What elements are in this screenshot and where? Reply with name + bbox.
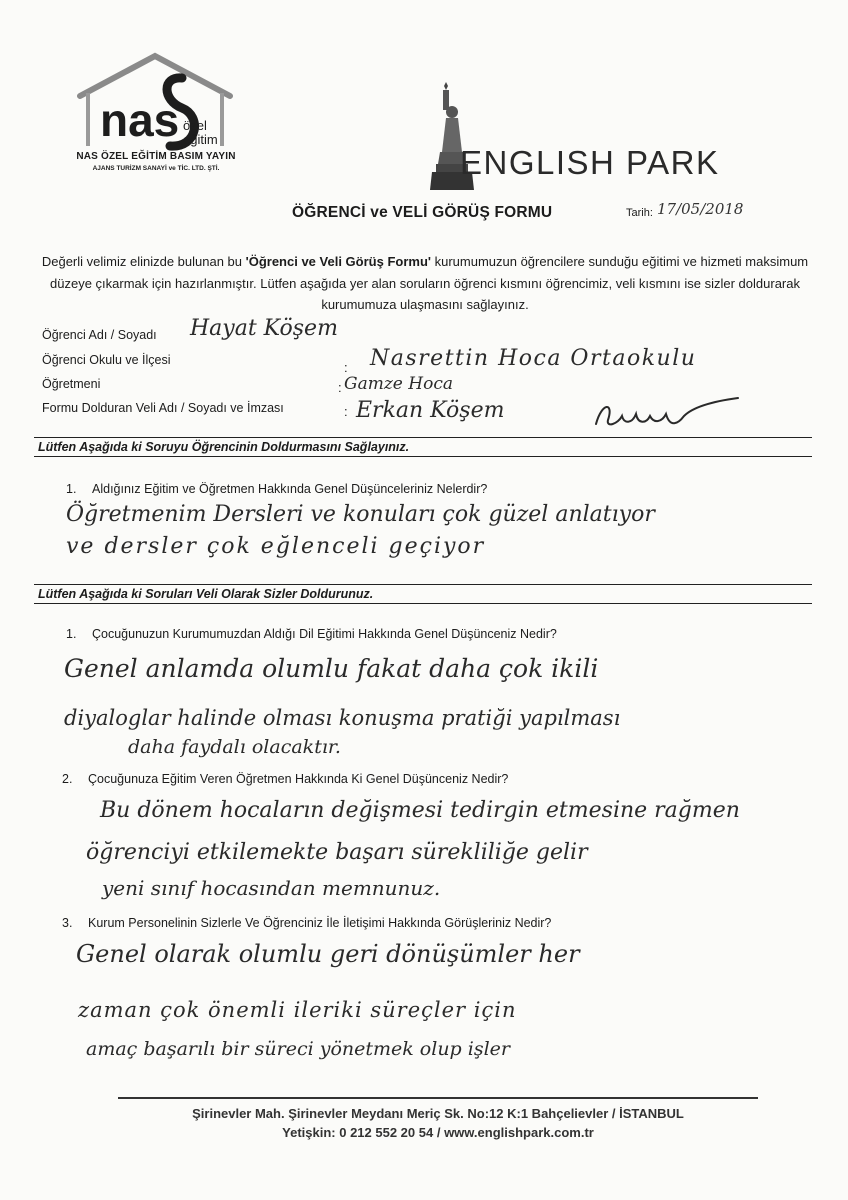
parent-answer-1-line: Genel anlamda olumlu fakat daha çok ikili: [64, 654, 599, 683]
intro-form-name: 'Öğrenci ve Veli Görüş Formu': [245, 254, 431, 269]
nas-logo-ozel: özel: [183, 118, 207, 133]
parent-answer-1-line: diyaloglar halinde olması konuşma pratiği yapılması: [64, 706, 621, 730]
student-section-heading: Lütfen Aşağıda ki Soruyu Öğrencinin Doldurmasını Sağlayınız.: [38, 440, 410, 454]
intro-paragraph: [40, 251, 810, 316]
student-school-value: Nasrettin Hoca Ortaokulu: [370, 346, 697, 371]
parent-question-2-number: 2.: [62, 772, 73, 786]
parent-signature: [592, 394, 742, 443]
teacher-value: Gamze Hoca: [344, 374, 453, 394]
parent-name-value: Erkan Köşem: [356, 398, 505, 423]
parent-question-1-text: Çocuğunuzun Kurumumuzdan Aldığı Dil Eğitimi Hakkında Genel Düşünceniz Nedir?: [92, 627, 557, 641]
nas-logo-egitim: eğitim: [183, 132, 218, 147]
parent-answer-3-line: zaman çok önemli ileriki süreçler için: [78, 998, 517, 1022]
footer-divider: [118, 1097, 758, 1099]
parent-question-3-number: 3.: [62, 916, 73, 930]
parent-answer-2-line: yeni sınıf hocasından memnunuz.: [102, 876, 441, 900]
footer-address: Şirinevler Mah. Şirinevler Meydanı Meriç Sk. No:12 K:1 Bahçelievler / İSTANBUL: [192, 1106, 684, 1121]
parent-name-label: Formu Dolduran Veli Adı / Soyadı ve İmzası: [42, 401, 284, 415]
footer-phone: 0 212 552 20 54: [339, 1125, 434, 1140]
date-label: Tarih:: [626, 207, 653, 219]
student-school-label: Öğrenci Okulu ve İlçesi: [42, 353, 171, 367]
student-name-label: Öğrenci Adı / Soyadı: [42, 328, 157, 342]
parent-answer-3-line: Genel olarak olumlu geri dönüşümler her: [76, 940, 580, 968]
nas-company-name: NAS ÖZEL EĞİTİM BASIM YAYIN: [76, 151, 236, 162]
footer-separator: /: [433, 1125, 445, 1140]
parent-name-colon: :: [344, 404, 348, 419]
student-answer-line: ve dersler çok eğlenceli geçiyor: [66, 534, 486, 559]
english-park-first: ENGLISH: [460, 144, 616, 181]
parent-answer-1-line: daha faydalı olacaktır.: [128, 736, 341, 758]
english-park-wordmark: [460, 144, 719, 182]
nas-company-subtitle: AJANS TURİZM SANAYİ ve TİC. LTD. ŞTİ.: [92, 165, 220, 172]
form-title: ÖĞRENCİ ve VELİ GÖRÜŞ FORMU: [292, 204, 553, 221]
parent-answer-3-line: amaç başarılı bir süreci yönetmek olup işler: [86, 1038, 510, 1060]
parent-question-1-number: 1.: [66, 627, 77, 641]
student-school-colon: :: [344, 360, 348, 375]
student-answer-line: Öğretmenim Dersleri ve konuları çok güzel anlatıyor: [66, 502, 655, 527]
parent-answer-2-line: öğrenciyi etkilemekte başarı sürekliliğe gelir: [86, 840, 588, 865]
nas-logo-wordmark: nas: [100, 94, 180, 146]
footer-website: www.englishpark.com.tr: [444, 1125, 594, 1140]
parent-answer-2-line: Bu dönem hocaların değişmesi tedirgin etmesine rağmen: [100, 798, 740, 823]
parent-question-3-text: Kurum Personelinin Sizlerle Ve Öğrenciniz İle İletişimi Hakkında Görüşleriniz Nedir?: [88, 916, 552, 930]
student-name-value: Hayat Köşem: [190, 316, 338, 341]
parent-question-2-text: Çocuğunuza Eğitim Veren Öğretmen Hakkında Ki Genel Düşünceniz Nedir?: [88, 772, 509, 786]
english-park-second: PARK: [626, 144, 720, 181]
teacher-colon: :: [338, 380, 342, 395]
teacher-label: Öğretmeni: [42, 377, 101, 391]
footer-phone-label: Yetişkin:: [282, 1125, 340, 1140]
student-question-text: Aldığınız Eğitim ve Öğretmen Hakkında Genel Düşünceleriniz Nelerdir?: [92, 482, 488, 496]
student-question-number: 1.: [66, 482, 77, 496]
intro-part-1: Değerli velimiz elinizde bulunan bu: [41, 254, 246, 269]
footer-contact: [118, 1125, 758, 1140]
date-value: 17/05/2018: [657, 200, 744, 218]
parent-section-heading: Lütfen Aşağıda ki Soruları Veli Olarak Sizler Doldurunuz.: [38, 587, 374, 601]
intro-part-2: kurumumuzun öğrencilere sunduğu eğitimi ve hizmeti maksimum düzeye çıkarmak için hazırlanmıştır. Lütfen aşağıda yer alan soruların öğrenci kısmını öğrencimiz, veli kısmını ise sizler doldurarak kurumumuza ulaşmasını sağlayınız.: [50, 254, 809, 312]
